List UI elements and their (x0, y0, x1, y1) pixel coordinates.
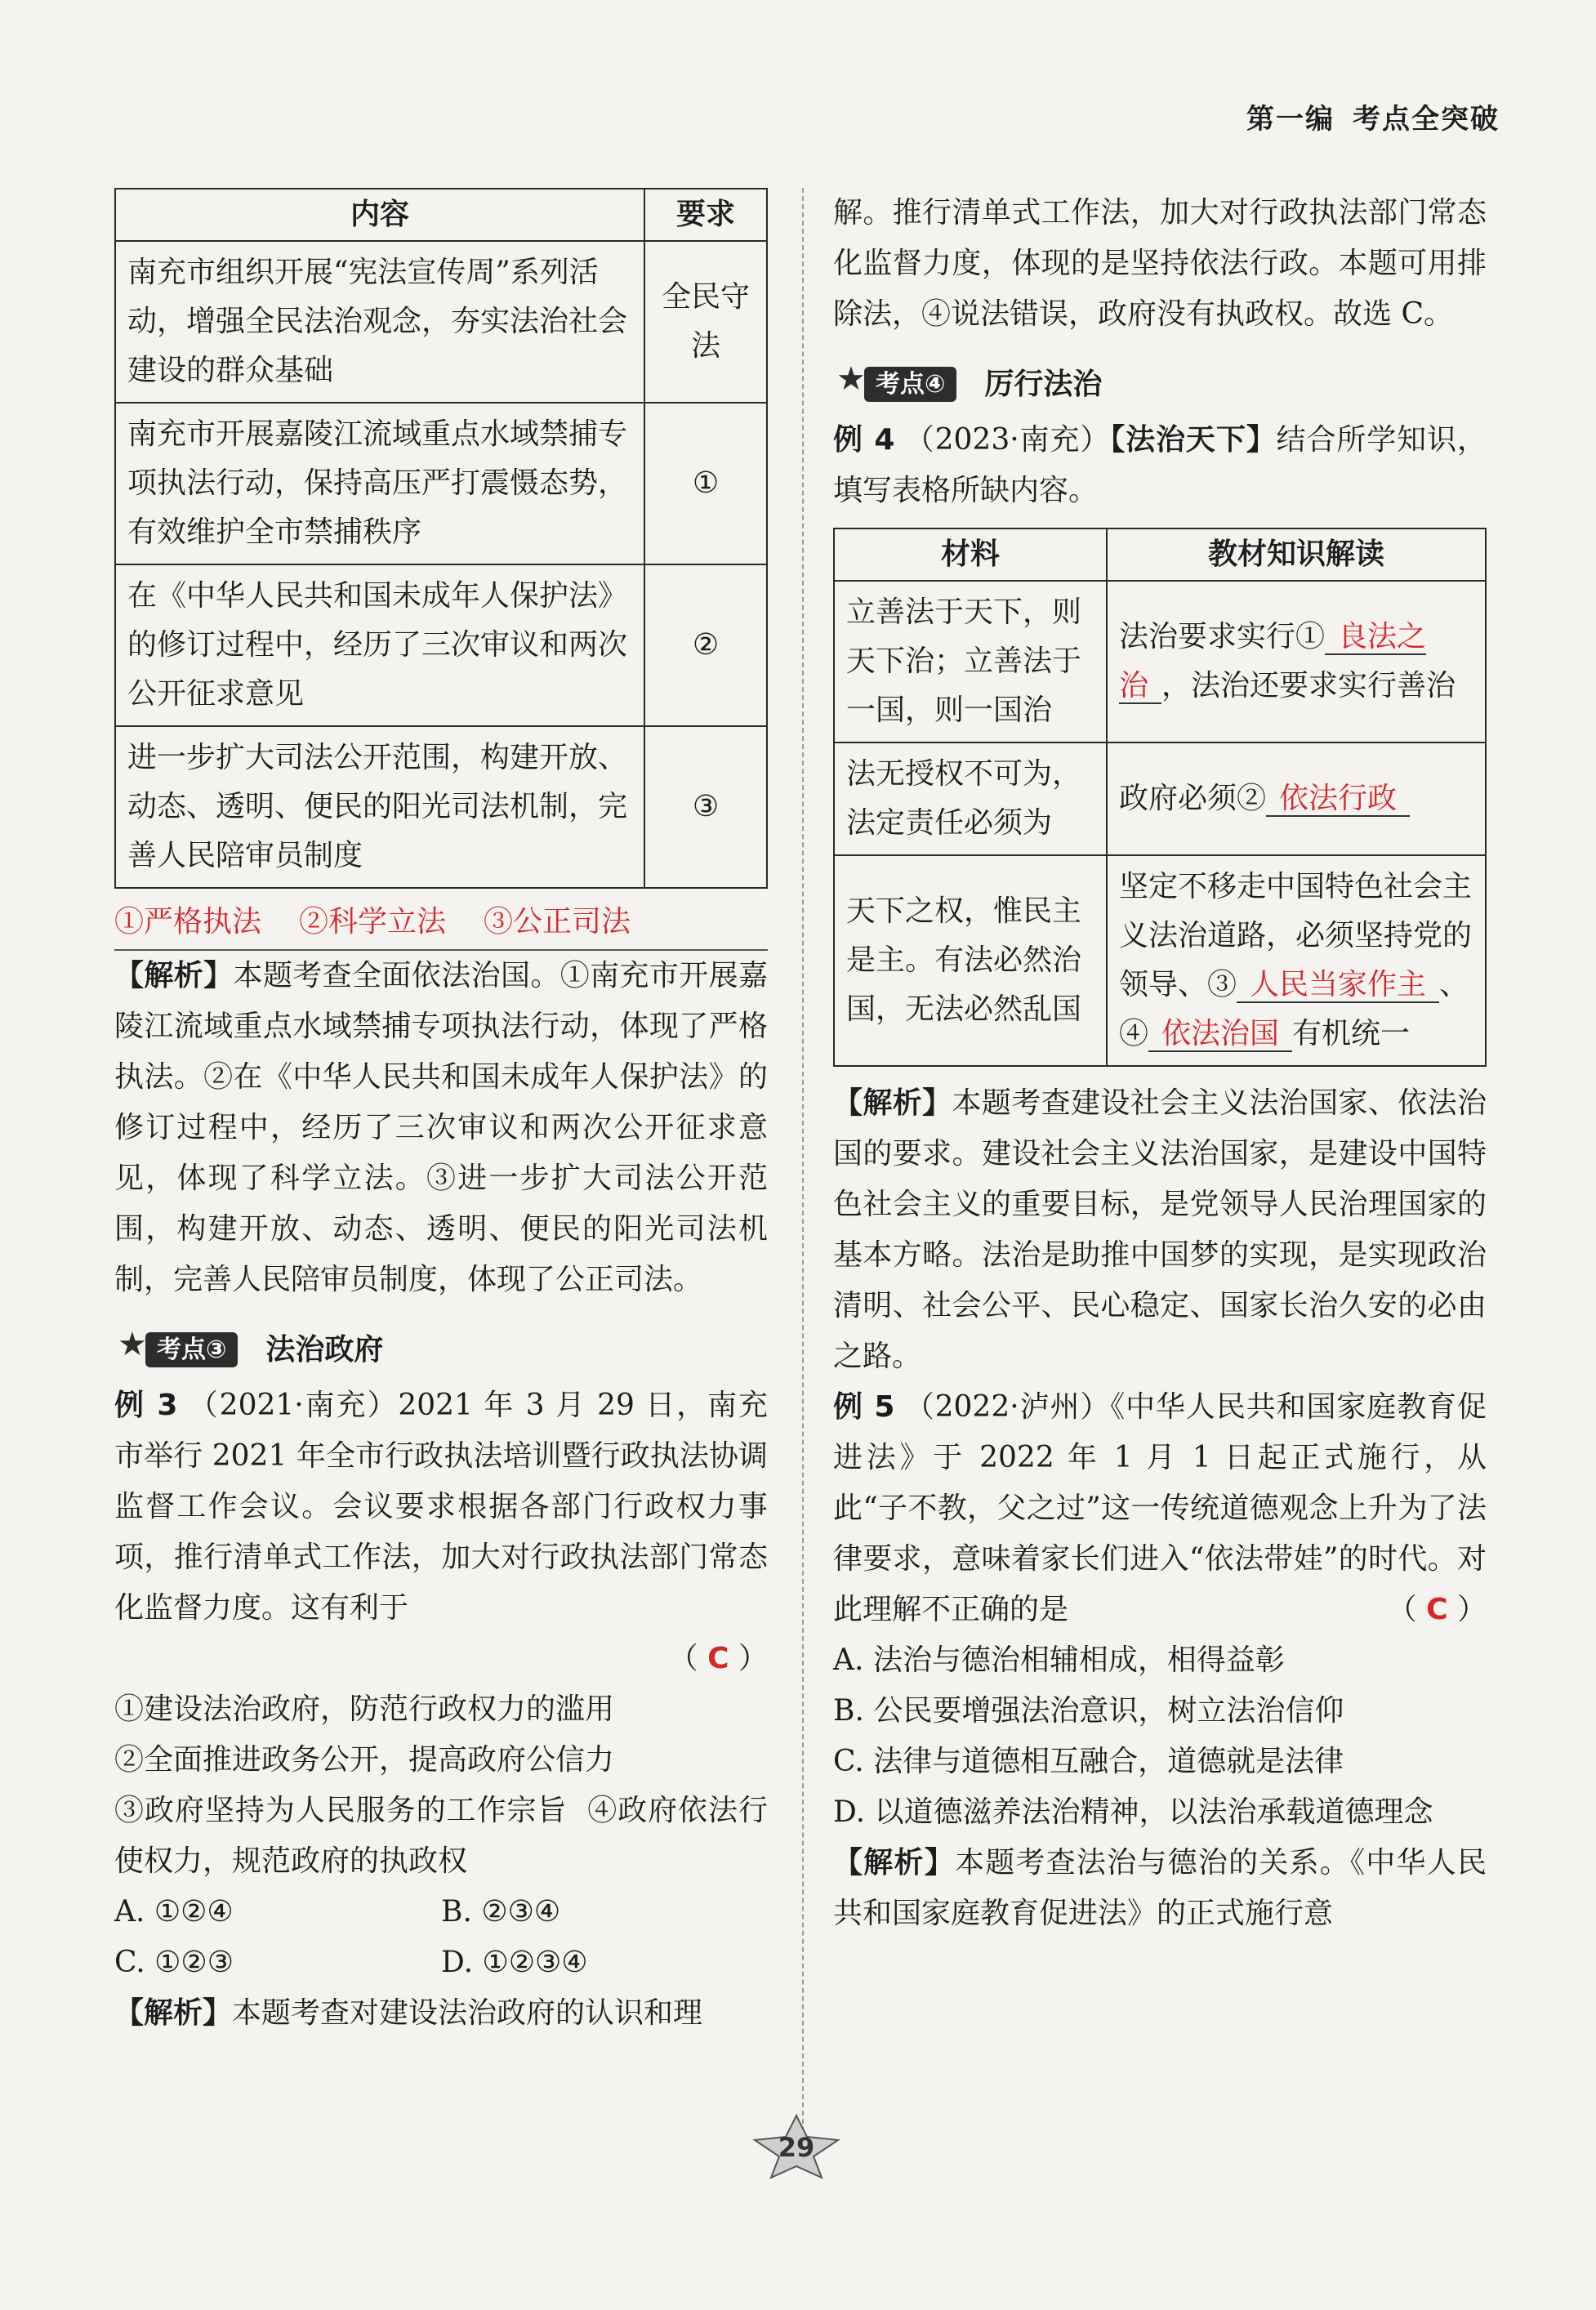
page-number: 29 (778, 2132, 815, 2163)
option-d: D. ①②③④ (441, 1946, 588, 1979)
fill-answer-1: 良法之治 (1119, 620, 1427, 702)
answer-line (114, 897, 768, 951)
table-cell-content: 进一步扩大司法公开范围，构建开放、动态、透明、便民的阳光司法机制，完善人民陪审员制度 (115, 726, 644, 888)
kaodian-3-heading (114, 1318, 768, 1376)
table-row (115, 241, 767, 403)
left-column (114, 188, 768, 2039)
fill-answer-4: 依法治国 (1148, 1017, 1292, 1052)
table-cell-content: 在《中华人民共和国未成年人保护法》的修订过程中，经历了三次审议和两次公开征求意见 (115, 564, 644, 726)
example-5-analysis: 【解析】本题考查法治与德治的关系。《中华人民共和国家庭教育促进法》的正式施行意 (833, 1846, 1487, 1930)
example-4-analysis: 【解析】本题考查建设社会主义法治国家、依法治国的要求。建设社会主义法治国家，是建设中国特色社会主义的重要目标，是党领导人民治理国家的基本方略。法治是助推中国梦的实现，是实现政治清明、社会公平、民心稳定、国家长治久安的必由之路。 (833, 1086, 1487, 1373)
option-d: D. 以道德滋养法治精神，以法治承载道德理念 (833, 1795, 1433, 1829)
kaodian-title: 法治政府 (265, 1332, 384, 1367)
table-cell-req: ① (644, 403, 767, 564)
answer-mark: C (707, 1642, 729, 1675)
right-column (833, 188, 1487, 1939)
table-cell-req: 全民守法 (644, 241, 767, 403)
column-divider (802, 188, 804, 2140)
answer-3: ③公正司法 (484, 905, 631, 939)
kaodian-badge: ★ 考点③ (145, 1332, 238, 1367)
fill-answer-2: 依法行政 (1266, 782, 1410, 817)
example-3-item: ③政府坚持为人民服务的工作宗旨 ④政府依法行使权力，规范政府的执政权 (114, 1794, 768, 1878)
table-row (115, 403, 767, 564)
option-b: B. 公民要增强法治意识，树立法治信仰 (833, 1694, 1344, 1728)
answer-2: ②科学立法 (299, 905, 447, 939)
option-c: C. 法律与道德相互融合，道德就是法律 (833, 1745, 1344, 1778)
option-a: A. ①②④ (114, 1895, 234, 1929)
example-3-options (114, 1887, 768, 1938)
page-header (1228, 96, 1500, 136)
table-row: 天下之权，惟民主是主。有法必然治国，无法必然乱国 坚定不移走中国特色社会主义法治道路，必须坚持党的领导、③ 人民当家作主 、④ 依法治国 有机统一 (834, 855, 1486, 1066)
kaodian-4-heading (833, 353, 1487, 410)
table-row: 立善法于天下，则天下治；立善法于一国，则一国治 法治要求实行① 良法之治 ，法治还要求实行善治 (834, 581, 1486, 742)
table-header-content: 内容 (115, 189, 644, 241)
analysis-1 (114, 951, 768, 1305)
example-3-stem: 例 3 （2021·南充）2021 年 3 月 29 日，南充市举行 2021 年全市行政执法培训暨行政执法协调监督工作会议。会议要求根据各部门行政权力事项，推行清单式工作法，加大对行政执法部门常态化监督力度。这有利于 (114, 1389, 768, 1625)
example-3-options (114, 1938, 768, 1988)
table-cell-req: ② (644, 564, 767, 726)
answer-1: ①严格执法 (114, 905, 262, 939)
example-3-item: ②全面推进政务公开，提高政府公信力 (114, 1743, 615, 1777)
table-material (833, 528, 1487, 1067)
fill-answer-3: 人民当家作主 (1237, 968, 1439, 1003)
example-5-stem: 例 5 （2022·泸州）《中华人民共和国家庭教育促进法》于 2022 年 1 月 1 日起正式施行，从此“子不教，父之过”这一传统道德观念上升为了法律要求，意味着家长们进入“依法带娃”的时代。对此理解不正确的是 （ C ） (833, 1390, 1487, 1626)
header-part: 第一编 (1246, 103, 1335, 136)
analysis-text: 本题考查全面依法治国。①南充市开展嘉陵江流域重点水域禁捕专项执法行动，体现了严格执法。②在《中华人民共和国未成年人保护法》的修订过程中，经历了三次审议和两次公开征求意见，体现了科学立法。③进一步扩大司法公开范围，构建开放、动态、透明、便民的阳光司法机制，完善人民陪审员制度，体现了公正司法。 (114, 959, 768, 1296)
table-header-req: 要求 (644, 189, 767, 241)
option-a: A. 法治与德治相辅相成，相得益彰 (833, 1643, 1285, 1677)
option-c: C. ①②③ (114, 1946, 234, 1979)
example-label: 例 3 (114, 1389, 178, 1422)
kaodian-title: 厉行法治 (984, 367, 1103, 401)
example-3-analysis-cont: 解。推行清单式工作法，加大对行政执法部门常态化监督力度，体现的是坚持依法行政。本题可用排除法，④说法错误，政府没有执政权。故选 C。 (833, 196, 1487, 331)
example-3-answer: （ C ） (668, 1642, 768, 1675)
table-row (115, 564, 767, 726)
table-cell-content: 南充市开展嘉陵江流域重点水域禁捕专项执法行动，保持高压严打震慑态势，有效维护全市禁捕秩序 (115, 403, 644, 564)
table-header-row: 材料 教材知识解读 (834, 528, 1486, 581)
table-row: 法无授权不可为，法定责任必须为 政府必须② 依法行政 (834, 742, 1486, 855)
header-section: 考点全突破 (1353, 103, 1500, 136)
example-3-item: ①建设法治政府，防范行政权力的滥用 (114, 1692, 615, 1726)
table-cell-req: ③ (644, 726, 767, 888)
option-b: B. ②③④ (441, 1895, 561, 1929)
analysis-label: 【解析】 (114, 959, 234, 992)
answer-mark: C (1426, 1593, 1448, 1626)
table-row (115, 726, 767, 888)
table-cell-content: 南充市组织开展“宪法宣传周”系列活动，增强全民法治观念，夯实法治社会建设的群众基础 (115, 241, 644, 403)
table-requirements (114, 188, 768, 889)
table-header-row (115, 189, 767, 241)
example-3-analysis: 【解析】本题考查对建设法治政府的认识和理 (114, 1996, 703, 2030)
kaodian-badge: ★ 考点④ (864, 367, 956, 402)
example-4-stem: 例 4 （2023·南充）【法治天下】结合所学知识，填写表格所缺内容。 (833, 423, 1487, 507)
